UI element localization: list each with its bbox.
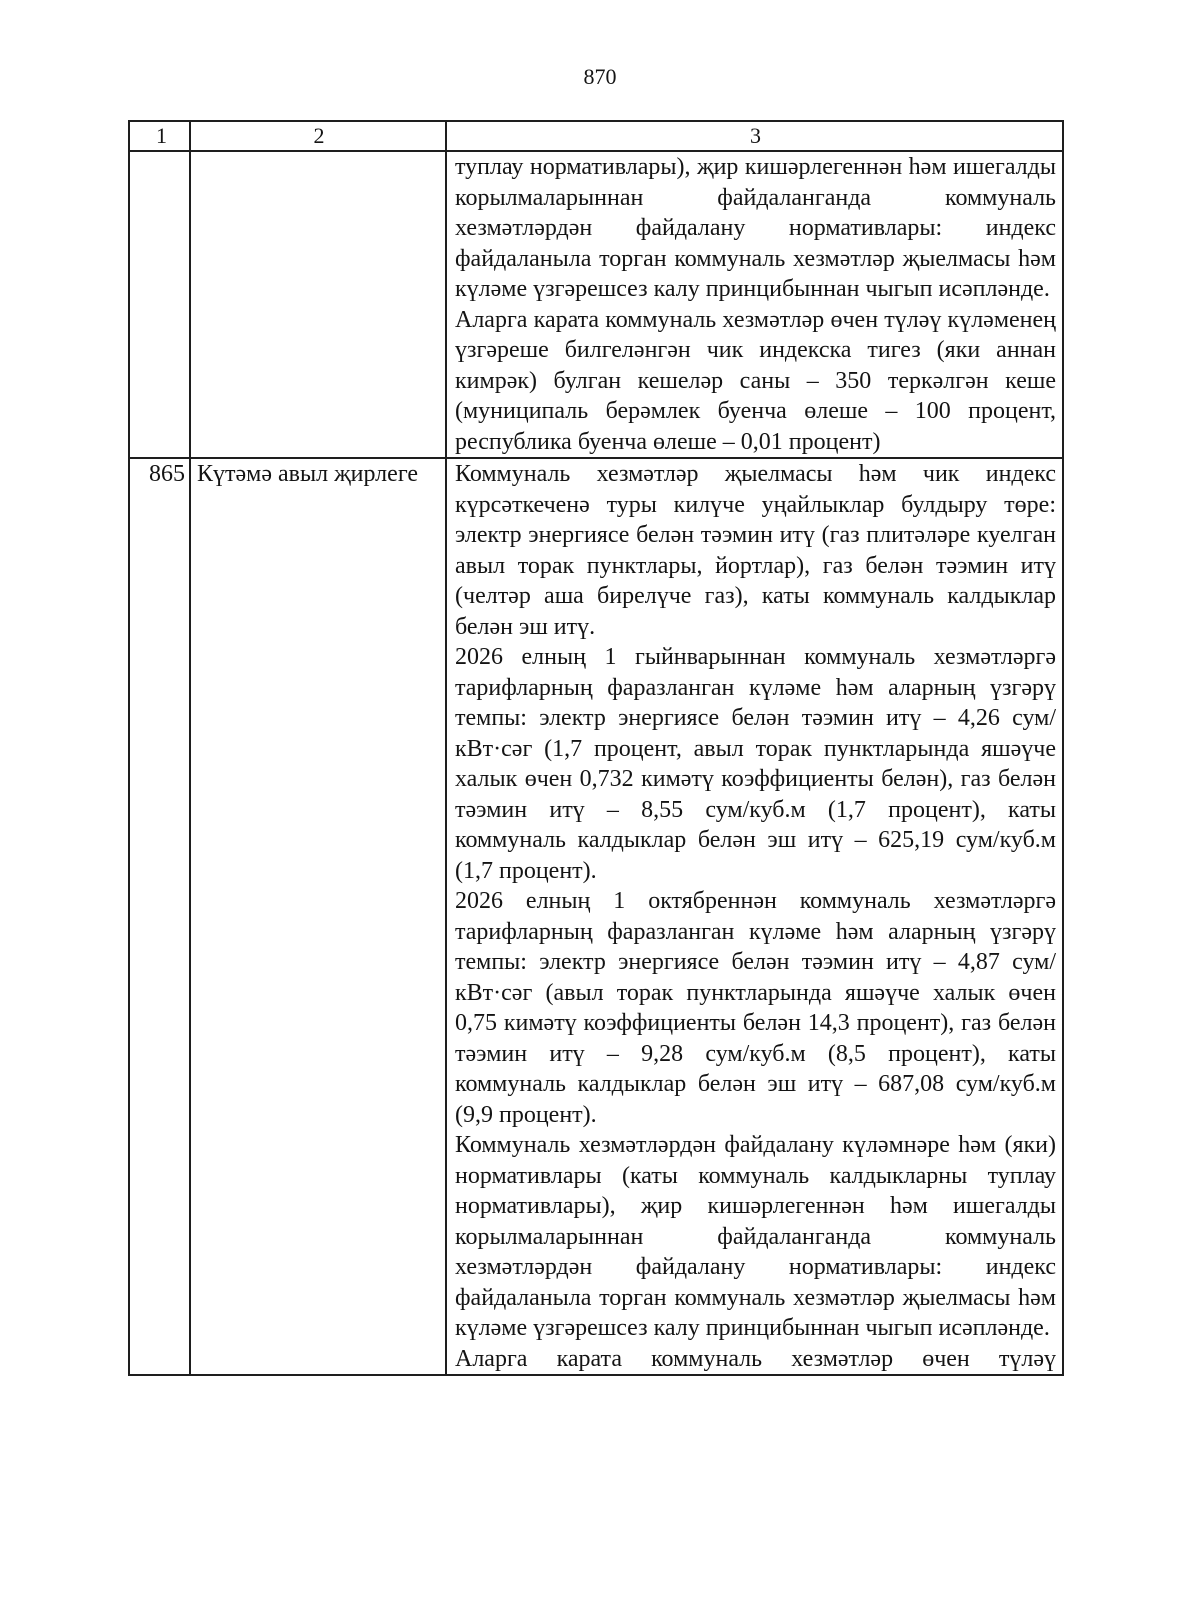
table-row: [129, 458, 1063, 1375]
tariff-table: [128, 120, 1064, 1376]
description-paragraph: Аларга карата коммуналь хезмәтләр өчен түләү күләменең үзгәреше билгеләнгән чик индекска тигез (яки аннан кимрәк) булган кешеләр саны – 350 теркәлгән кеше (муниципаль берәмлек буенча өлеше – 100 процент, республика буенча өлеше – 0,01 процент): [455, 306, 1056, 455]
description-paragraph: 2026 елның 1 гыйнварыннан коммуналь хезмәтләргә тарифларның фаразланган күләме һәм аларның үзгәрү темпы: электр энергиясе белән тәэмин итү – 4,26 сум/кВт·сәг (1,7 процент, авыл торак пунктларында яшәүче халык өчен 0,732 кимәтү коэффициенты белән), газ белән тәэмин итү – 8,55 сум/куб.м (1,7 процент), каты коммуналь калдыклар белән эш итү – 625,19 сум/куб.м (1,7 процент).: [455, 644, 1056, 884]
table-row: [129, 151, 1063, 458]
row-settlement-name: [190, 151, 446, 458]
row-number: 865: [129, 458, 190, 1375]
row-description: [446, 458, 1063, 1375]
header-col-3: 3: [446, 121, 1063, 151]
description-paragraph: Коммуналь хезмәтләр җыелмасы һәм чик индекс күрсәткеченә туры килүче уңайлыклар булдыру төре: электр энергиясе белән тәэмин итү (газ плитәләре куелган авыл торак пунктлары, йортлар), газ белән тәэмин итү (челтәр аша бирелүче газ), каты коммуналь калдыклар белән эш итү.: [455, 461, 1056, 640]
description-paragraph: Коммуналь хезмәтләрдән файдалану күләмнәре һәм (яки) нормативлары (каты коммуналь калдыкларны туплау нормативлары), җир кишәрлегеннән һәм ишегалды корылмаларыннан файдаланганда коммуналь хезмәтләрдән файдалану нормативлары: индекс файдаланыла торган коммуналь хезмәтләр җыелмасы һәм күләме үзгәрешсез калу принцибыннан чыгып исәпләнде.: [455, 1132, 1056, 1341]
table-header-row: [129, 121, 1063, 151]
description-paragraph: 2026 елның 1 октябреннән коммуналь хезмәтләргә тарифларның фаразланган күләме һәм аларның үзгәрү темпы: электр энергиясе белән тәэмин итү – 4,87 сум/кВт·сәг (авыл торак пунктларында яшәүче халык өчен 0,75 кимәтү коэффициенты белән 14,3 процент), газ белән тәэмин итү – 9,28 сум/куб.м (8,5 процент), каты коммуналь калдыклар белән эш итү – 687,08 сум/куб.м (9,9 процент).: [455, 888, 1056, 1128]
row-number: [129, 151, 190, 458]
header-col-1: 1: [129, 121, 190, 151]
row-description: [446, 151, 1063, 458]
header-col-2: 2: [190, 121, 446, 151]
description-paragraph-continued: Аларга карата коммуналь хезмәтләр өчен түләү: [455, 1345, 1056, 1372]
row-settlement-name: Күтәмә авыл җирлеге: [190, 458, 446, 1375]
description-paragraph: туплау нормативлары), җир кишәрлегеннән һәм ишегалды корылмаларыннан файдаланганда коммуналь хезмәтләрдән файдалану нормативлары: индекс файдаланыла торган коммуналь хезмәтләр җыелмасы һәм күләме үзгәрешсез калу принцибыннан чыгып исәпләнде.: [455, 154, 1056, 302]
page-number: 870: [583, 64, 617, 89]
